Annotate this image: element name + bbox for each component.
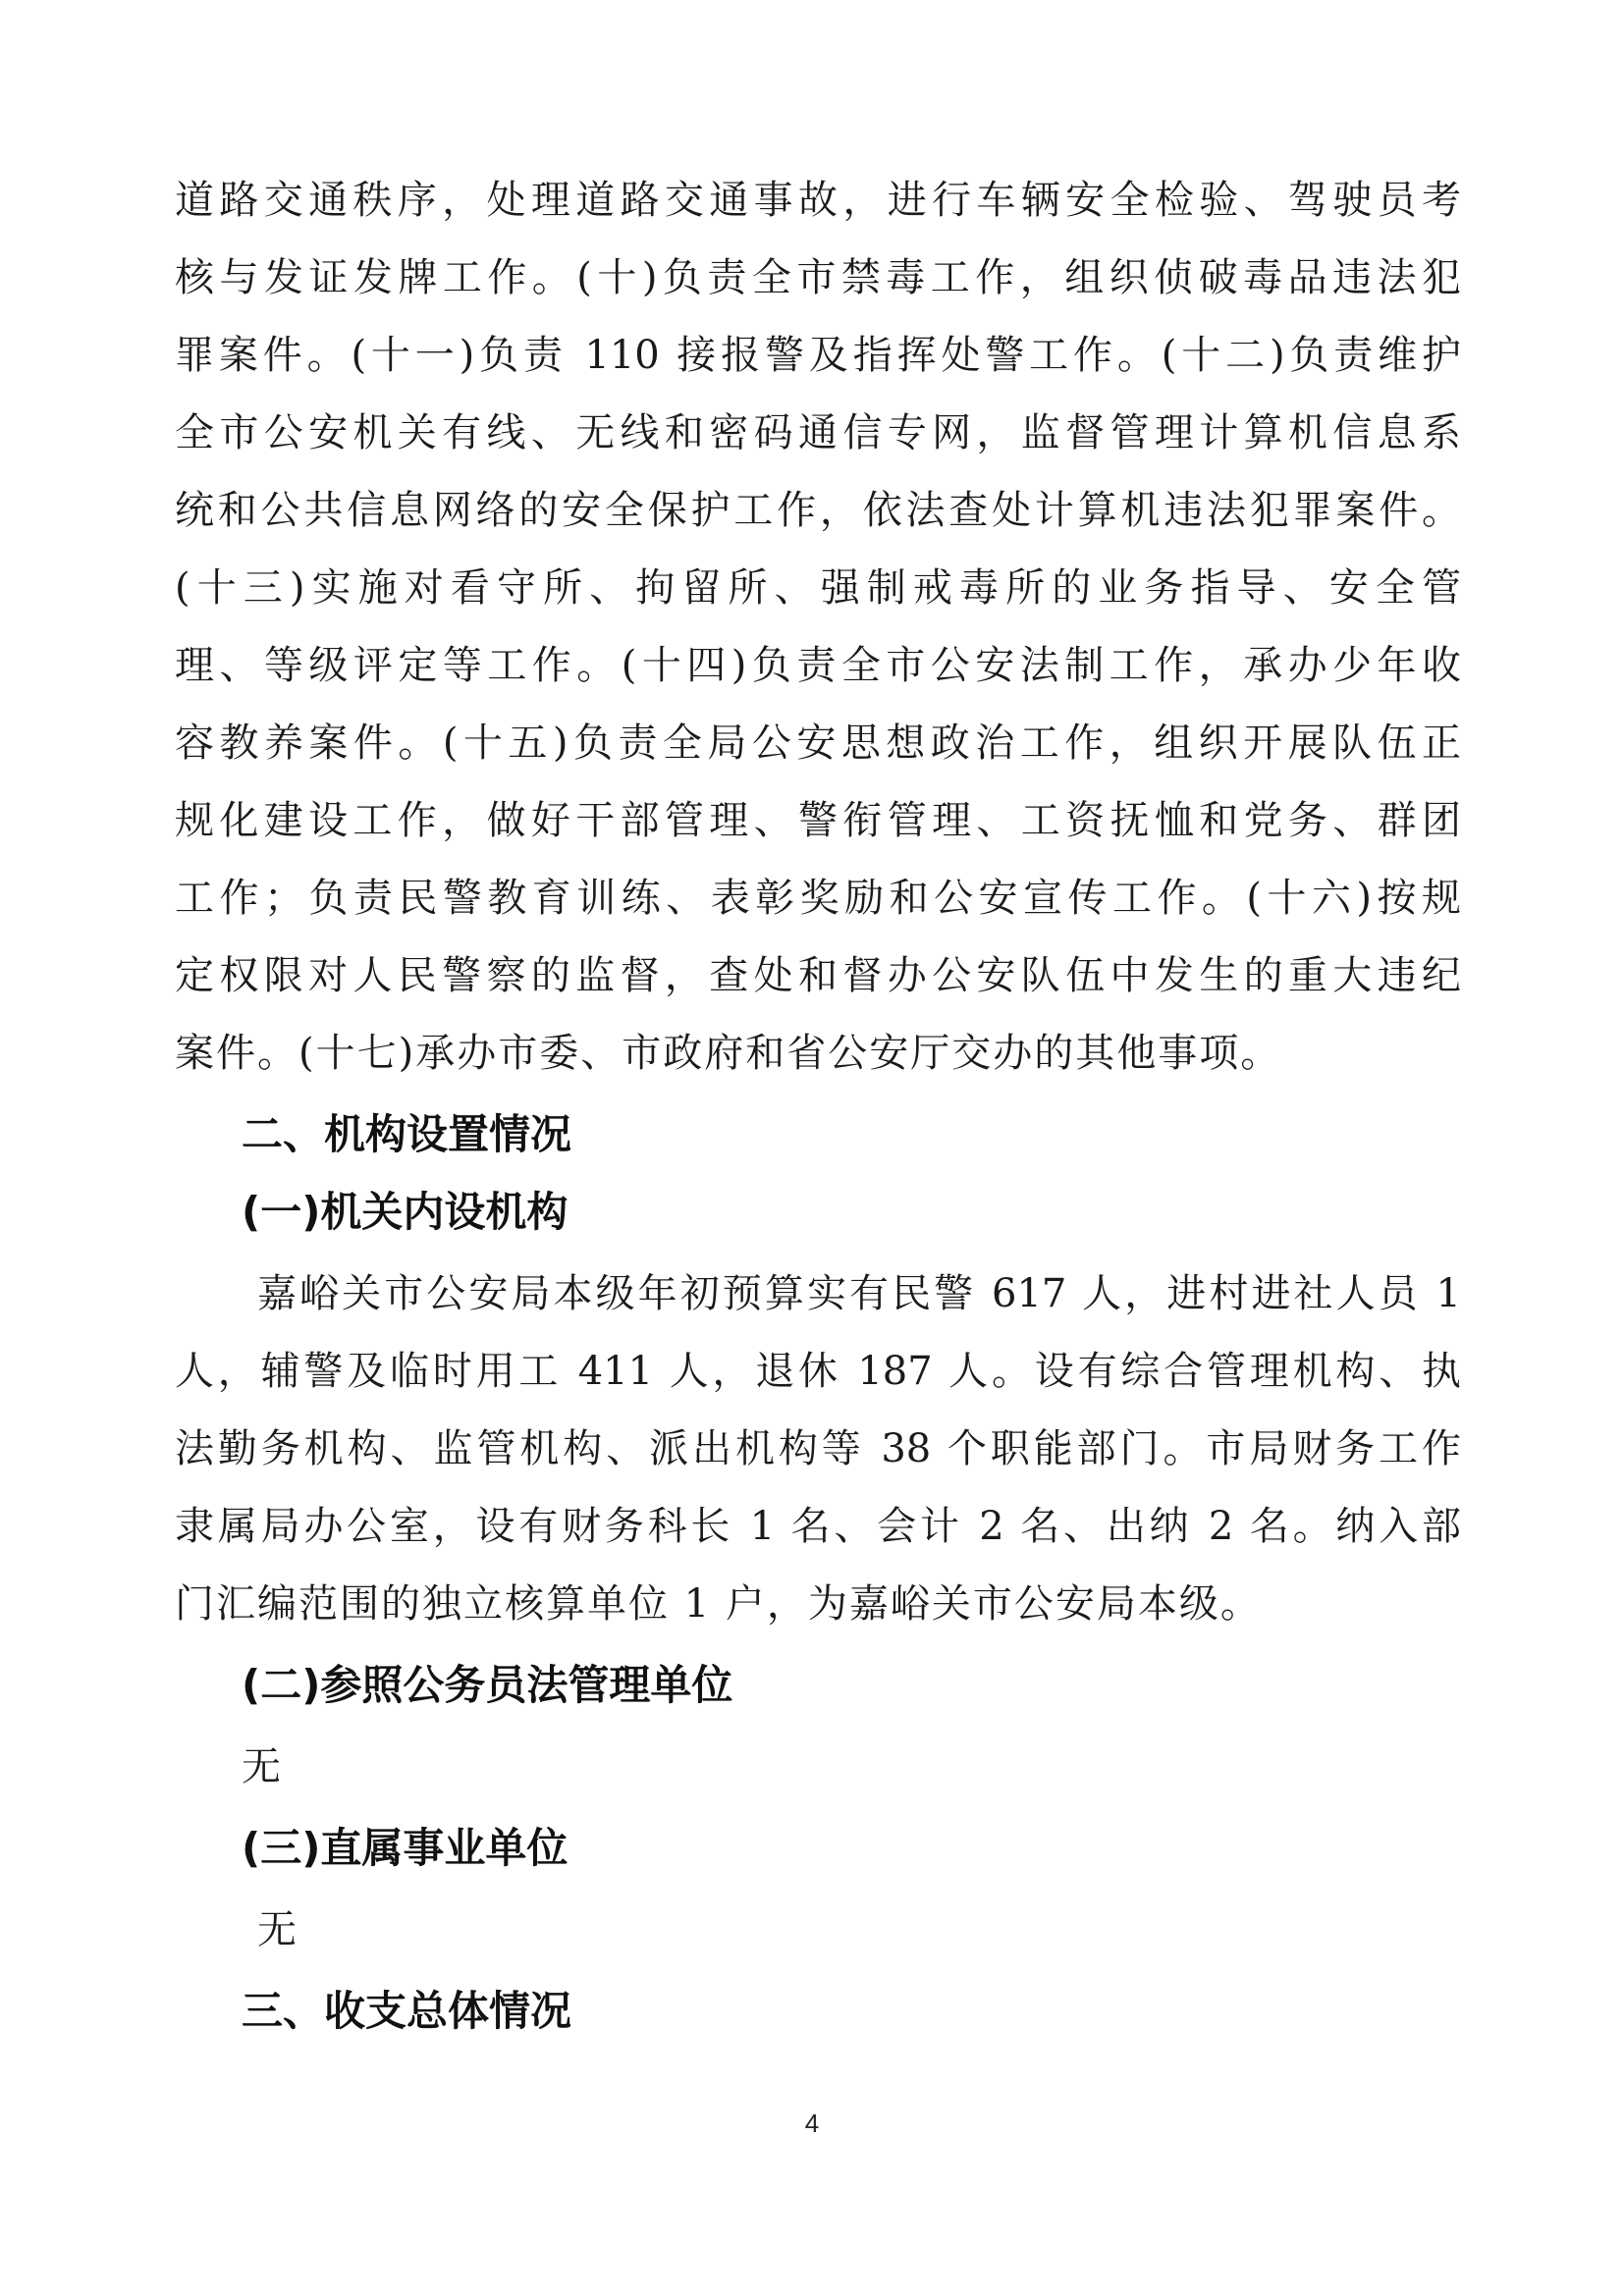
paragraph-line: 规化建设工作，做好干部管理、警衔管理、工资抚恤和党务、群团 xyxy=(175,798,1461,843)
subsection-body: 无 xyxy=(242,1744,281,1789)
paragraph-line: 门汇编范围的独立核算单位 1 户，为嘉峪关市公安局本级。 xyxy=(175,1581,1262,1627)
paragraph-line: 隶属局办公室，设有财务科长 1 名、会计 2 名、出纳 2 名。纳入部 xyxy=(175,1504,1461,1549)
subsection-body: 无 xyxy=(257,1907,297,1952)
paragraph-line: 定权限对人民警察的监督，查处和督办公安队伍中发生的重大违纪 xyxy=(175,953,1461,998)
paragraph-line: 全市公安机关有线、无线和密码通信专网，监督管理计算机信息系 xyxy=(175,410,1461,455)
section-heading: 三、收支总体情况 xyxy=(242,1987,572,2035)
paragraph-line: (十三)实施对看守所、拘留所、强制戒毒所的业务指导、安全管 xyxy=(175,565,1461,611)
subsection-heading: (一)机关内设机构 xyxy=(242,1188,568,1236)
subsection-heading: (三)直属事业单位 xyxy=(242,1824,568,1872)
subsection-heading: (二)参照公务员法管理单位 xyxy=(242,1661,733,1709)
paragraph-line: 案件。(十七)承办市委、市政府和省公安厅交办的其他事项。 xyxy=(175,1031,1282,1076)
paragraph-line: 核与发证发牌工作。(十)负责全市禁毒工作，组织侦破毒品违法犯 xyxy=(175,255,1461,300)
paragraph-line: 嘉峪关市公安局本级年初预算实有民警 617 人，进村进社人员 1 xyxy=(257,1271,1461,1316)
paragraph-line: 容教养案件。(十五)负责全局公安思想政治工作，组织开展队伍正 xyxy=(175,721,1461,766)
paragraph-line: 理、等级评定等工作。(十四)负责全市公安法制工作，承办少年收 xyxy=(175,643,1461,688)
paragraph-line: 罪案件。(十一)负责 110 接报警及指挥处警工作。(十二)负责维护 xyxy=(175,333,1461,378)
paragraph-line: 工作；负责民警教育训练、表彰奖励和公安宣传工作。(十六)按规 xyxy=(175,876,1461,921)
paragraph-line: 道路交通秩序，处理道路交通事故，进行车辆安全检验、驾驶员考 xyxy=(175,178,1461,223)
paragraph-line: 法勤务机构、监管机构、派出机构等 38 个职能部门。市局财务工作 xyxy=(175,1426,1461,1471)
paragraph-line: 统和公共信息网络的安全保护工作，依法查处计算机违法犯罪案件。 xyxy=(175,488,1461,533)
paragraph-line: 人，辅警及临时用工 411 人，退休 187 人。设有综合管理机构、执 xyxy=(175,1349,1461,1394)
section-heading: 二、机构设置情况 xyxy=(242,1110,572,1158)
page-number: 4 xyxy=(804,2109,820,2138)
